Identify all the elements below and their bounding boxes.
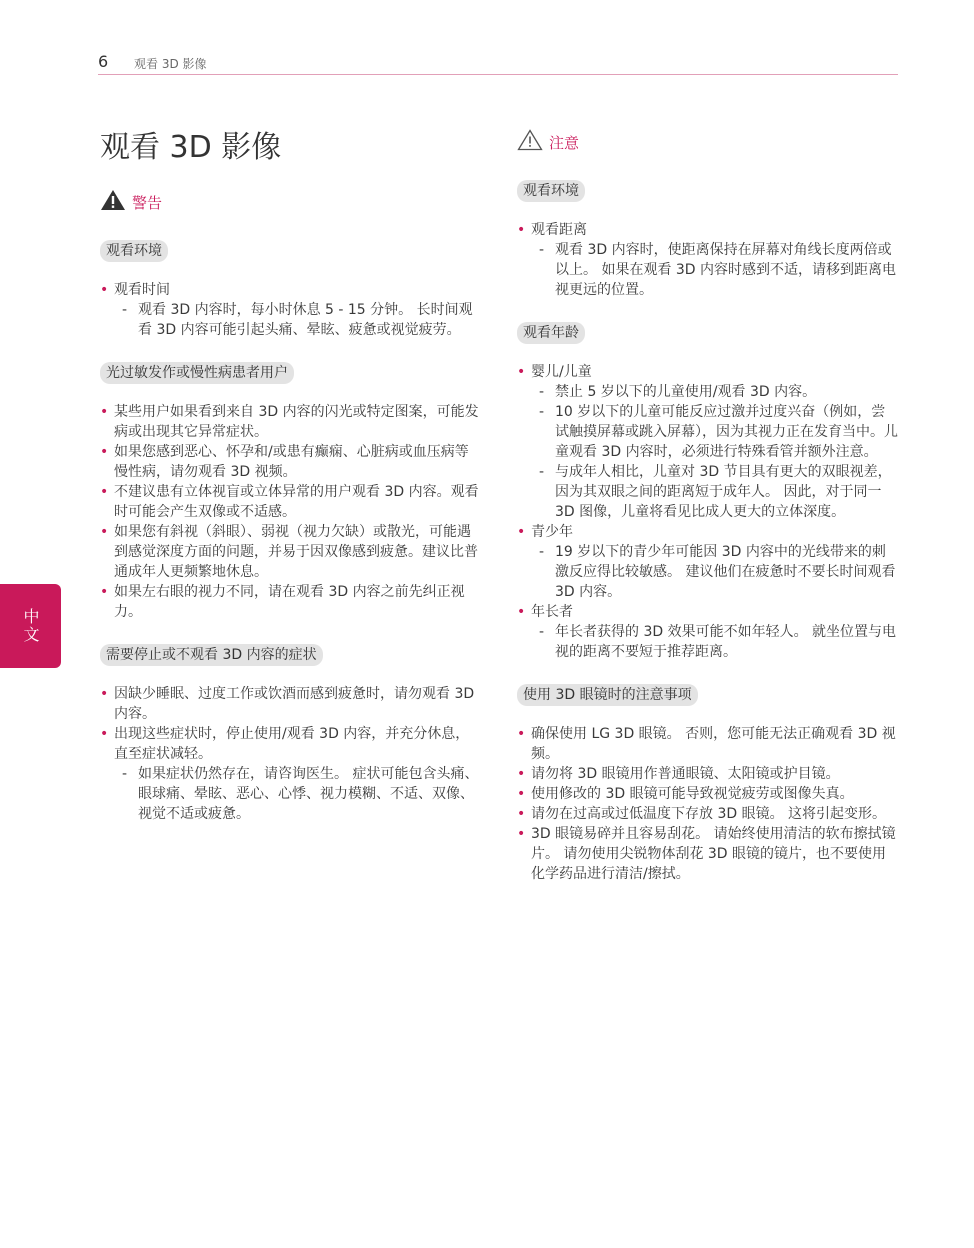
left-sections (100, 240, 480, 824)
section (517, 322, 899, 662)
list-item-text: • 如果您有斜视（斜眼）、弱视（视力欠缺）或散光，可能遇到感觉深度方面的问题，并易于因双像感到疲惫。建议比普通成年人更频繁地休息。 (114, 524, 478, 580)
caution-icon (517, 129, 543, 157)
list-item (100, 522, 480, 582)
list-item (100, 724, 480, 824)
page-title: 观看 3D 影像 (100, 130, 282, 165)
section-tag: 观看年龄 (517, 322, 585, 344)
list-item (517, 602, 899, 662)
left-column (100, 188, 480, 846)
list-item (517, 220, 899, 300)
list-item (100, 402, 480, 442)
sub-list-item: - 禁止 5 岁以下的儿童使用/观看 3D 内容。 (537, 382, 899, 402)
bullet-list (517, 220, 899, 300)
list-item-text: • 青少年 (531, 524, 573, 540)
sub-list-item: - 观看 3D 内容时，每小时休息 5 - 15 分钟。 长时间观看 3D 内容可能引起头痛、晕眩、疲惫或视觉疲劳。 (120, 300, 480, 340)
section-tag: 观看环境 (100, 240, 168, 262)
page-header (98, 52, 898, 75)
caution-heading (517, 128, 899, 158)
list-item-text: • 因缺少睡眠、过度工作或饮酒而感到疲惫时，请勿观看 3D 内容。 (114, 686, 475, 722)
caution-label: 注意 (549, 134, 580, 152)
section-tag: 光过敏发作或慢性病患者用户 (100, 362, 294, 384)
list-item (517, 824, 899, 884)
sub-list (531, 622, 899, 662)
list-item (517, 804, 899, 824)
warning-icon (100, 189, 126, 217)
warning-label: 警告 (132, 194, 163, 212)
list-item-text: • 年长者 (531, 604, 573, 620)
right-sections (517, 180, 899, 884)
list-item-text: • 某些用户如果看到来自 3D 内容的闪光或特定图案，可能发病或出现其它异常症状。 (114, 404, 479, 440)
section (517, 684, 899, 884)
sub-list-item: - 10 岁以下的儿童可能反应过激并过度兴奋（例如，尝试触摸屏幕或跳入屏幕），因为其视力正在发育当中。儿童观看 3D 内容时，必须进行特殊看管并额外注意。 (537, 402, 899, 462)
sub-list-item: - 19 岁以下的青少年可能因 3D 内容中的光线带来的刺激反应得比较敏感。 建议他们在疲惫时不要长时间观看 3D 内容。 (537, 542, 899, 602)
list-item-text: • 请勿在过高或过低温度下存放 3D 眼镜。 这将引起变形。 (531, 806, 887, 822)
sub-list (531, 542, 899, 602)
section (517, 180, 899, 300)
list-item-text: • 不建议患有立体视盲或立体异常的用户观看 3D 内容。观看时可能会产生双像或不适感。 (114, 484, 479, 520)
list-item-text: • 确保使用 LG 3D 眼镜。 否则，您可能无法正确观看 3D 视频。 (531, 726, 896, 762)
bullet-list (100, 280, 480, 340)
list-item (100, 482, 480, 522)
list-item-text: • 婴儿/儿童 (531, 364, 592, 380)
sub-list (531, 382, 899, 522)
section (100, 240, 480, 340)
list-item-text: • 3D 眼镜易碎并且容易刮花。 请始终使用清洁的软布擦拭镜片。 请勿使用尖锐物体刮花 3D 眼镜的镜片，也不要使用化学药品进行清洁/擦拭。 (531, 826, 896, 882)
section-tag: 使用 3D 眼镜时的注意事项 (517, 684, 698, 706)
list-item (517, 724, 899, 764)
right-column (517, 128, 899, 906)
bullet-list (517, 724, 899, 884)
section (100, 644, 480, 824)
list-item-text: • 观看时间 (114, 282, 170, 298)
list-item-text: • 请勿将 3D 眼镜用作普通眼镜、太阳镜或护目镜。 (531, 766, 840, 782)
list-item-text: • 观看距离 (531, 222, 587, 238)
sub-list (531, 240, 899, 300)
sub-list (114, 764, 480, 824)
list-item (100, 280, 480, 340)
section-tag: 观看环境 (517, 180, 585, 202)
page-number: 6 (98, 52, 109, 71)
list-item (100, 684, 480, 724)
bullet-list (100, 684, 480, 824)
list-item (100, 442, 480, 482)
list-item (517, 522, 899, 602)
sub-list-item: - 年长者获得的 3D 效果可能不如年轻人。 就坐位置与电视的距离不要短于推荐距离。 (537, 622, 899, 662)
list-item (517, 362, 899, 522)
sub-list-item: - 观看 3D 内容时，使距离保持在屏幕对角线长度两倍或以上。 如果在观看 3D 内容时感到不适，请移到距离电视更远的位置。 (537, 240, 899, 300)
section-tag: 需要停止或不观看 3D 内容的症状 (100, 644, 323, 666)
list-item (100, 582, 480, 622)
list-item (517, 764, 899, 784)
list-item (517, 784, 899, 804)
list-item-text: • 使用修改的 3D 眼镜可能导致视觉疲劳或图像失真。 (531, 786, 854, 802)
list-item-text: • 出现这些症状时，停止使用/观看 3D 内容，并充分休息，直至症状减轻。 (114, 726, 470, 762)
sub-list (114, 300, 480, 340)
sub-list-item: - 与成年人相比，儿童对 3D 节目具有更大的双眼视差，因为其双眼之间的距离短于成年人。 因此，对于同一 3D 图像，儿童将看见比成人更大的立体深度。 (537, 462, 899, 522)
list-item-text: • 如果您感到恶心、怀孕和/或患有癫痫、心脏病或血压病等慢性病，请勿观看 3D 视频。 (114, 444, 469, 480)
language-side-tab: 中文 (0, 584, 61, 668)
list-item-text: • 如果左右眼的视力不同，请在观看 3D 内容之前先纠正视力。 (114, 584, 465, 620)
bullet-list (517, 362, 899, 662)
bullet-list (100, 402, 480, 622)
section (100, 362, 480, 622)
sub-list-item: - 如果症状仍然存在，请咨询医生。 症状可能包含头痛、眼球痛、晕眩、恶心、心悸、视力模糊、不适、双像、视觉不适或疲惫。 (120, 764, 480, 824)
header-title: 观看 3D 影像 (134, 57, 207, 71)
warning-heading (100, 188, 480, 218)
